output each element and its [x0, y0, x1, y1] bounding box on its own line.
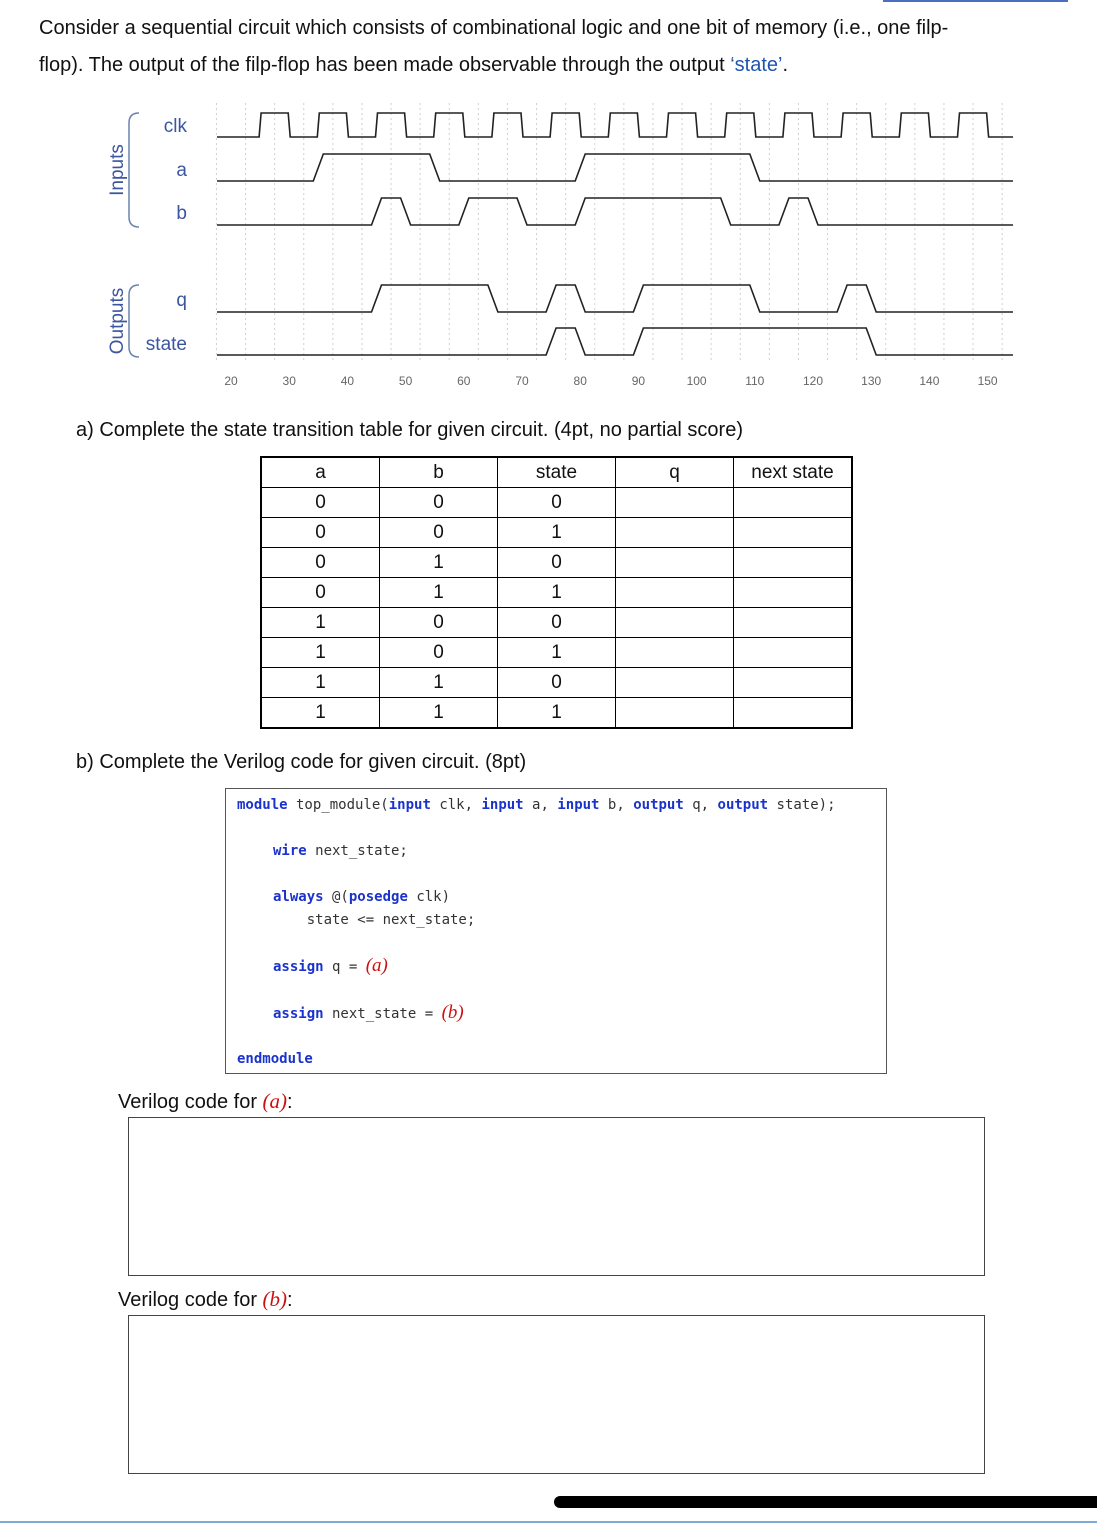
- code-keyword: input: [481, 797, 524, 813]
- code-text: next_state;: [306, 843, 408, 859]
- time-tick-label: 50: [398, 374, 413, 388]
- code-keyword: module: [237, 797, 288, 813]
- part-b-heading: b) Complete the Verilog code for given circuit. (8pt): [76, 751, 527, 773]
- placeholder-a: (a): [365, 955, 388, 976]
- timing-diagram: [95, 95, 1035, 405]
- time-tick-label: 110: [745, 374, 765, 388]
- code-text: q,: [683, 797, 718, 813]
- outputs-bracket: [107, 285, 139, 357]
- table-row: [261, 698, 852, 729]
- answer-a-placeholder: (a): [262, 1089, 288, 1113]
- time-tick-label: 100: [686, 374, 707, 388]
- time-tick-label: 150: [977, 374, 998, 388]
- inputs-bracket: [107, 113, 139, 227]
- cell-b: 0: [380, 488, 498, 518]
- table-row: [261, 608, 852, 638]
- table-row: [261, 518, 852, 548]
- cell-b: 1: [380, 668, 498, 698]
- table-row: [261, 638, 852, 668]
- cell-next-state-answer[interactable]: [734, 518, 853, 548]
- signal-label-state: state: [145, 334, 187, 355]
- code-line-always: [273, 889, 450, 905]
- code-keyword: always: [273, 889, 324, 905]
- cell-a: 0: [261, 488, 380, 518]
- cell-q-answer[interactable]: [616, 518, 734, 548]
- answer-b-box[interactable]: [128, 1315, 985, 1474]
- cell-next-state-answer[interactable]: [734, 638, 853, 668]
- code-keyword: assign: [273, 1006, 324, 1022]
- code-keyword: wire: [273, 843, 307, 859]
- time-tick-label: 30: [282, 374, 296, 388]
- code-text: a,: [523, 797, 558, 813]
- intro-line-1: Consider a sequential circuit which consists of combinational logic and one bit of memory (i.e., one filp-: [39, 17, 949, 39]
- state-highlight: ‘state’: [730, 54, 783, 76]
- code-line-endmodule: [237, 1051, 313, 1067]
- time-tick-label: 140: [919, 374, 940, 388]
- cell-next-state-answer[interactable]: [734, 608, 853, 638]
- cell-next-state-answer[interactable]: [734, 578, 853, 608]
- cell-state: 1: [498, 638, 616, 668]
- column-header: next state: [734, 457, 853, 488]
- intro-period: .: [782, 54, 789, 76]
- cell-next-state-answer[interactable]: [734, 488, 853, 518]
- column-header: a: [261, 457, 380, 488]
- code-keyword: assign: [273, 959, 324, 975]
- cell-q-answer[interactable]: [616, 698, 734, 729]
- cell-next-state-answer[interactable]: [734, 548, 853, 578]
- code-text: @(: [323, 889, 349, 905]
- waveform-state: [217, 328, 1013, 355]
- table-row: [261, 548, 852, 578]
- answer-b-label: [118, 1287, 293, 1312]
- time-tick-label: 90: [631, 374, 646, 388]
- code-line-assign-next-state: [273, 1002, 464, 1024]
- cell-a: 1: [261, 638, 380, 668]
- signal-label-q: q: [176, 290, 187, 311]
- signal-label-a: a: [176, 160, 187, 181]
- inputs-group-label: Inputs: [107, 144, 128, 196]
- waveform-clk: [217, 113, 1013, 137]
- cell-state: 0: [498, 608, 616, 638]
- cell-state: 0: [498, 488, 616, 518]
- answer-b-colon: :: [287, 1289, 293, 1311]
- table-header-row: [261, 457, 852, 488]
- cell-state: 0: [498, 668, 616, 698]
- bottom-decoration-line: [0, 1521, 1097, 1523]
- column-header: q: [616, 457, 734, 488]
- cell-b: 0: [380, 518, 498, 548]
- column-header: b: [380, 457, 498, 488]
- cell-a: 1: [261, 608, 380, 638]
- table-row: [261, 578, 852, 608]
- cell-b: 0: [380, 608, 498, 638]
- code-text: b,: [599, 797, 634, 813]
- code-keyword: output: [633, 797, 684, 813]
- table-row: [261, 668, 852, 698]
- cell-q-answer[interactable]: [616, 488, 734, 518]
- cell-state: 1: [498, 578, 616, 608]
- cell-a: 0: [261, 518, 380, 548]
- column-header: state: [498, 457, 616, 488]
- code-keyword: output: [717, 797, 769, 813]
- cell-a: 1: [261, 698, 380, 729]
- time-tick-label: 20: [224, 374, 238, 388]
- cell-b: 1: [380, 548, 498, 578]
- code-text: clk,: [430, 797, 482, 813]
- cell-next-state-answer[interactable]: [734, 698, 853, 729]
- code-line-assign-q: [273, 955, 388, 977]
- cell-a: 0: [261, 578, 380, 608]
- waveform-b: [217, 198, 1013, 225]
- code-text: clk): [407, 889, 451, 905]
- waveform-a: [217, 154, 1013, 181]
- code-keyword: endmodule: [237, 1051, 313, 1067]
- part-a-heading: a) Complete the state transition table for given circuit. (4pt, no partial score): [76, 419, 743, 441]
- signal-label-clk: clk: [163, 116, 187, 137]
- code-text: state);: [768, 797, 836, 813]
- time-tick-label: 130: [861, 374, 882, 388]
- answer-b-placeholder: (b): [262, 1287, 288, 1311]
- code-keyword: posedge: [348, 889, 408, 905]
- code-text: q =: [323, 959, 366, 975]
- time-tick-label: 40: [340, 374, 355, 388]
- answer-a-box[interactable]: [128, 1117, 985, 1276]
- time-tick-label: 70: [515, 374, 529, 388]
- outputs-group-label: Outputs: [107, 287, 128, 355]
- answer-b-label-text: Verilog code for: [118, 1289, 263, 1311]
- answer-a-colon: :: [287, 1091, 293, 1113]
- table-row: [261, 488, 852, 518]
- horizontal-scrollbar[interactable]: [554, 1496, 1097, 1508]
- cell-state: 0: [498, 548, 616, 578]
- placeholder-b: (b): [441, 1002, 464, 1023]
- code-line-module: [237, 797, 836, 813]
- cell-b: 1: [380, 578, 498, 608]
- top-decoration-line: [883, 0, 1068, 2]
- code-keyword: input: [557, 797, 600, 813]
- code-text: next_state =: [323, 1006, 442, 1022]
- signal-label-b: b: [176, 203, 187, 224]
- code-keyword: input: [388, 797, 431, 813]
- intro-paragraph: [39, 10, 1049, 84]
- cell-a: 0: [261, 548, 380, 578]
- cell-q-answer[interactable]: [616, 548, 734, 578]
- state-transition-table: [260, 456, 853, 729]
- time-tick-label: 60: [457, 374, 471, 388]
- cell-b: 1: [380, 698, 498, 729]
- cell-state: 1: [498, 518, 616, 548]
- answer-a-label: [118, 1089, 293, 1114]
- intro-line-2: flop). The output of the filp-flop has been made observable through the output: [39, 54, 731, 76]
- cell-q-answer[interactable]: [616, 578, 734, 608]
- verilog-code-block: [225, 788, 887, 1074]
- cell-b: 0: [380, 638, 498, 668]
- code-text: top_module(: [287, 797, 389, 813]
- cell-a: 1: [261, 668, 380, 698]
- cell-state: 1: [498, 698, 616, 729]
- time-tick-label: 80: [573, 374, 587, 388]
- code-line-wire: [273, 843, 408, 859]
- cell-q-answer[interactable]: [616, 638, 734, 668]
- code-line-nonblocking: state <= next_state;: [273, 912, 476, 928]
- cell-q-answer[interactable]: [616, 608, 734, 638]
- cell-next-state-answer[interactable]: [734, 668, 853, 698]
- cell-q-answer[interactable]: [616, 668, 734, 698]
- answer-a-label-text: Verilog code for: [118, 1091, 263, 1113]
- time-tick-label: 120: [802, 374, 824, 388]
- waveform-q: [217, 285, 1013, 312]
